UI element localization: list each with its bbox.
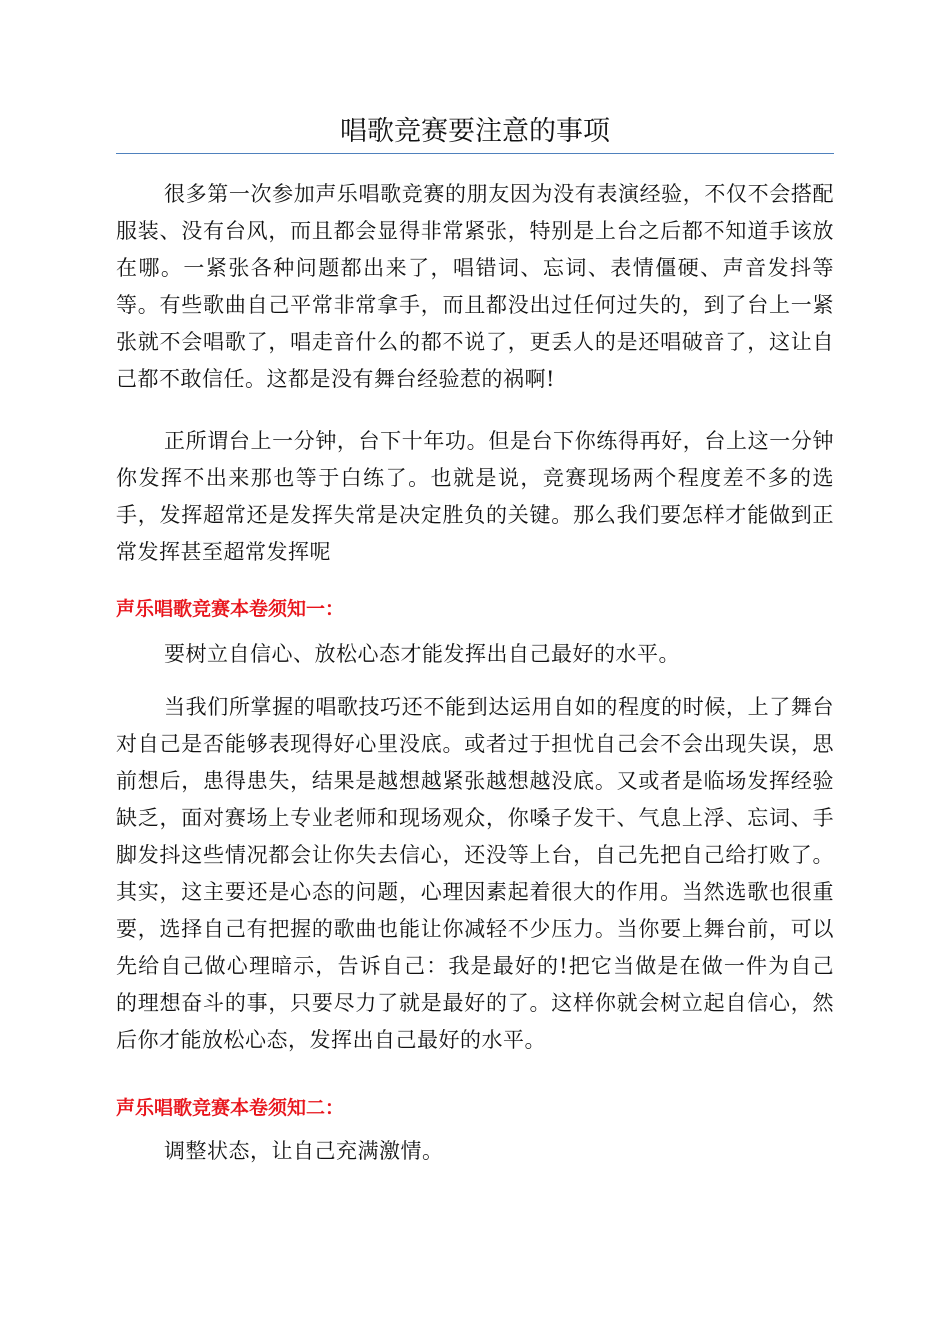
paragraph-tip-1-summary: 要树立自信心、放松心态才能发挥出自己最好的水平。 xyxy=(164,642,680,666)
paragraph-tip-2-summary: 调整状态，让自己充满激情。 xyxy=(164,1139,444,1163)
document-title: 唱歌竞赛要注意的事项 xyxy=(340,116,610,147)
paragraph-intro: 很多第一次参加声乐唱歌竞赛的朋友因为没有表演经验，不仅不会搭配服装、没有台风，而且都会显得非常紧张，特别是上台之后都不知道手该放在哪。一紧张各种问题都出来了，唱错词、忘词、表情僵硬、声音发抖等等。有些歌曲自己平常非常拿手，而且都没出过任何过失的，到了台上一紧张就不会唱歌了，唱走音什么的都不说了，更丢人的是还唱破音了，这让自己都不敢信任。这都是没有舞台经验惹的祸啊! xyxy=(116,182,834,391)
section-heading-2: 声乐唱歌竞赛本卷须知二： xyxy=(116,1097,345,1119)
section-heading-1: 声乐唱歌竞赛本卷须知一： xyxy=(116,598,345,620)
title-underline xyxy=(116,153,834,154)
paragraph-stage-minute: 正所谓台上一分钟，台下十年功。但是台下你练得再好，台上这一分钟你发挥不出来那也等于白练了。也就是说，竞赛现场两个程度差不多的选手，发挥超常还是发挥失常是决定胜负的关键。那么我们要怎样才能做到正常发挥甚至超常发挥呢 xyxy=(116,429,834,564)
paragraph-tip-1-detail: 当我们所掌握的唱歌技巧还不能到达运用自如的程度的时候，上了舞台对自己是否能够表现得好心里没底。或者过于担忧自己会不会出现失误，思前想后，患得患失，结果是越想越紧张越想越没底。又或者是临场发挥经验缺乏，面对赛场上专业老师和现场观众，你嗓子发干、气息上浮、忘词、手脚发抖这些情况都会让你失去信心，还没等上台，自己先把自己给打败了。其实，这主要还是心态的问题，心理因素起着很大的作用。当然选歌也很重要，选择自己有把握的歌曲也能让你减轻不少压力。当你要上舞台前，可以先给自己做心理暗示，告诉自己：我是最好的!把它当做是在做一件为自己的理想奋斗的事，只要尽力了就是最好的了。这样你就会树立起自信心，然后你才能放松心态，发挥出自己最好的水平。 xyxy=(116,695,834,1052)
